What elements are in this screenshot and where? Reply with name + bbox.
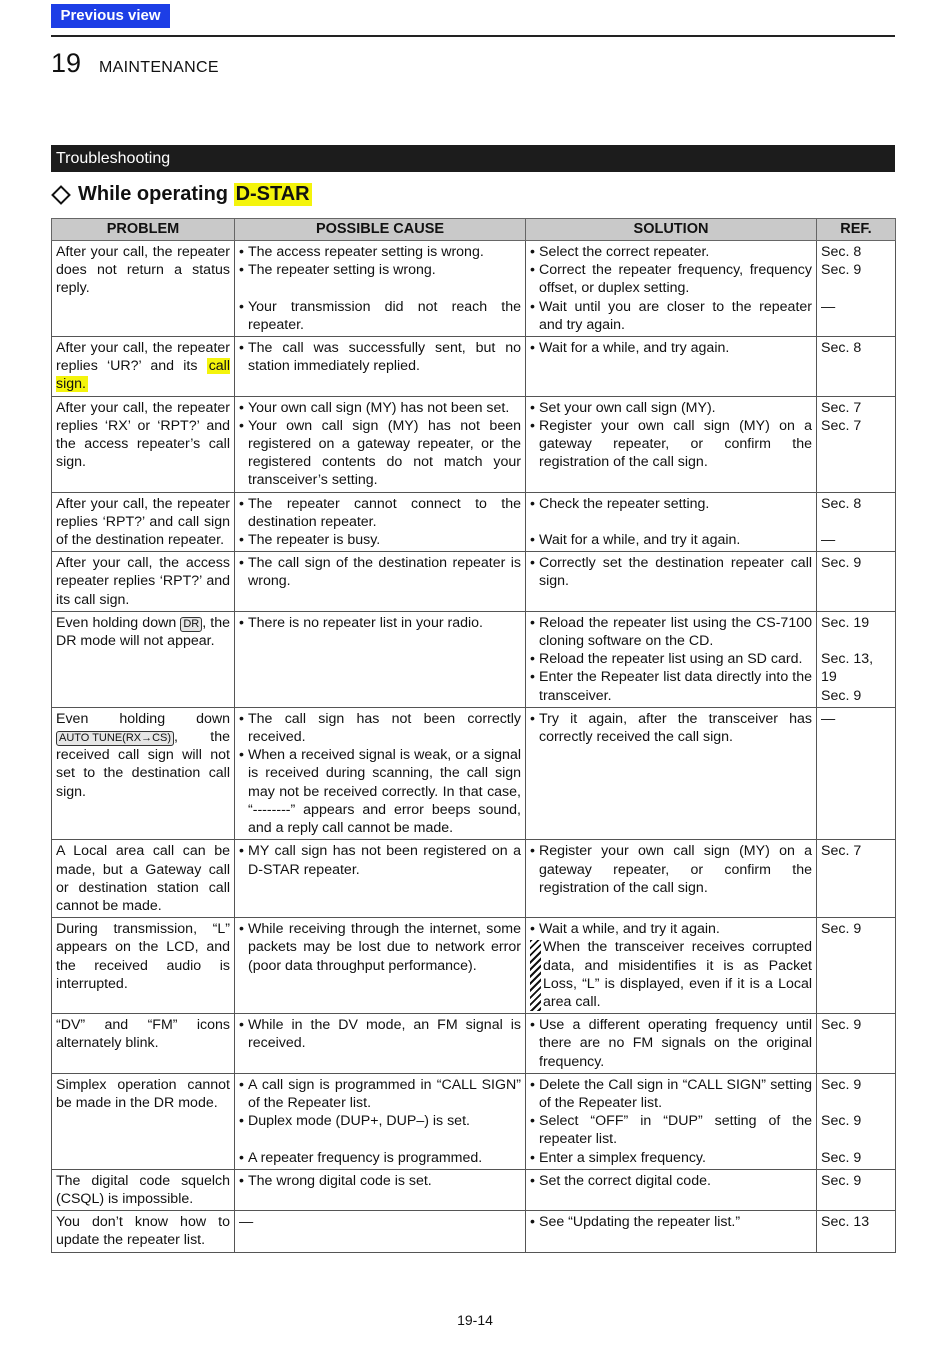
cause-cell xyxy=(235,918,526,1014)
ref-cell xyxy=(817,552,896,612)
solution-item: • Wait for a while, and try it again. xyxy=(530,532,741,549)
ref-item: Sec. 9 xyxy=(821,1076,862,1093)
solution-cell xyxy=(526,552,817,612)
table-row xyxy=(52,1211,896,1252)
solution-item: • Register your own call sign (MY) on a gateway repeater, or confirm the registration of the call sign. xyxy=(530,417,812,471)
solution-cell xyxy=(526,492,817,552)
cause-cell xyxy=(235,1211,526,1252)
ref-item: Sec. 19 xyxy=(821,614,870,631)
ref-cell xyxy=(817,1211,896,1252)
subsection-highlight: D-STAR xyxy=(235,183,310,205)
page-number: 19-14 xyxy=(457,1312,493,1328)
ref-item: Sec. 9 xyxy=(821,555,862,572)
cause-cell xyxy=(235,707,526,839)
cause-item: • When a received signal is weak, or a signal is received during scanning, the call sign may not be received correctly. In that case, “--------” appears and error beeps sound, and a reply call cannot be made. xyxy=(239,747,521,837)
problem-text: After your call, the repeater does not return a status reply. xyxy=(56,244,230,297)
problem-text: , the received call sign will not set to the destination call sign. xyxy=(56,729,230,800)
problem-cell xyxy=(52,707,235,839)
ref-item: — xyxy=(821,298,836,315)
cause-dash: — xyxy=(239,1214,254,1231)
ref-cell xyxy=(817,840,896,918)
solution-cell xyxy=(526,1169,817,1210)
table-row xyxy=(52,840,896,918)
cause-item: • The access repeater setting is wrong. xyxy=(239,244,484,260)
problem-cell xyxy=(52,241,235,337)
table-row xyxy=(52,918,896,1014)
ref-item: Sec. 8 xyxy=(821,244,862,260)
ref-cell xyxy=(817,241,896,337)
problem-cell xyxy=(52,840,235,918)
table-row xyxy=(52,1169,896,1210)
cause-item: • The repeater is busy. xyxy=(239,532,381,549)
cause-cell xyxy=(235,840,526,918)
problem-cell xyxy=(52,918,235,1014)
solution-cell xyxy=(526,918,817,1014)
dr-key-icon: DR xyxy=(180,617,202,632)
cause-item: • The repeater setting is wrong. xyxy=(239,262,436,279)
solution-item: • Reload the repeater list using an SD card. xyxy=(530,651,803,668)
problem-cell xyxy=(52,396,235,492)
cause-item: • The call sign has not been correctly received. xyxy=(239,710,521,746)
problem-cell xyxy=(52,1073,235,1169)
ref-item: Sec. 9 xyxy=(821,1172,862,1189)
solution-item: • Try it again, after the transceiver has correctly received the call sign. xyxy=(530,710,812,746)
cause-cell xyxy=(235,1073,526,1169)
problem-text: During transmission, “L” appears on the LCD, and the received audio is interrupted. xyxy=(56,921,230,992)
subsection-heading xyxy=(51,183,312,206)
problem-text: The digital code squelch (CSQL) is impossible. xyxy=(56,1172,230,1207)
table-row xyxy=(52,1073,896,1169)
ref-cell xyxy=(817,337,896,397)
chapter-number: 19 xyxy=(51,48,82,78)
table-row xyxy=(52,396,896,492)
ref-item: Sec. 9 xyxy=(821,1113,862,1130)
cause-item: • A repeater frequency is programmed. xyxy=(239,1149,483,1166)
table-row xyxy=(52,611,896,707)
solution-note xyxy=(530,938,812,1011)
top-rule xyxy=(51,35,895,37)
problem-text: Simplex operation cannot be made in the DR mode. xyxy=(56,1076,230,1111)
solution-item: • Correct the repeater frequency, frequency offset, or duplex setting. xyxy=(530,262,812,297)
cause-item: • There is no repeater list in your radio. xyxy=(239,614,483,631)
problem-cell xyxy=(52,337,235,397)
ref-cell xyxy=(817,918,896,1014)
problem-cell xyxy=(52,1014,235,1074)
cause-cell xyxy=(235,1014,526,1074)
problem-text: After your call, the access repeater replies ‘RPT?’ and its call sign. xyxy=(56,555,230,608)
note-hatch-icon xyxy=(530,940,541,1011)
ref-item: Sec. 7 xyxy=(821,843,862,860)
ref-item: Sec. 8 xyxy=(821,340,862,357)
problem-cell xyxy=(52,492,235,552)
solution-item: • Wait a while, and try it again. xyxy=(530,921,720,938)
ref-cell xyxy=(817,1073,896,1169)
solution-item: • Set your own call sign (MY). xyxy=(530,399,716,416)
solution-cell xyxy=(526,707,817,839)
solution-item: • Enter the Repeater list data directly into the transceiver. xyxy=(530,669,812,704)
cause-item: • A call sign is programmed in “CALL SIGN” of the Repeater list. xyxy=(239,1076,521,1111)
cause-item: • The repeater cannot connect to the destination repeater. xyxy=(239,495,521,530)
solution-item: • See “Updating the repeater list.” xyxy=(530,1214,741,1231)
ref-item: — xyxy=(821,710,836,727)
solution-item: • Set the correct digital code. xyxy=(530,1172,711,1189)
table-row xyxy=(52,552,896,612)
ref-item: Sec. 9 xyxy=(821,1017,862,1034)
solution-cell xyxy=(526,396,817,492)
solution-item: • Use a different operating frequency until there are no FM signals on the original frequency. xyxy=(530,1017,812,1070)
solution-item: • Correctly set the destination repeater call sign. xyxy=(530,555,812,590)
ref-cell xyxy=(817,1169,896,1210)
problem-text: After your call, the repeater replies ‘UR?’ and its xyxy=(56,340,230,375)
solution-item: • Delete the Call sign in “CALL SIGN” setting of the Repeater list. xyxy=(530,1076,812,1111)
solution-cell xyxy=(526,611,817,707)
table-row xyxy=(52,1014,896,1074)
cause-item: • MY call sign has not been registered on a D-STAR repeater. xyxy=(239,843,521,878)
cause-cell xyxy=(235,492,526,552)
cause-cell xyxy=(235,552,526,612)
ref-item: Sec. 13 xyxy=(821,1214,870,1231)
problem-cell xyxy=(52,552,235,612)
problem-text: “DV” and “FM” icons alternately blink. xyxy=(56,1017,230,1052)
auto-tune-key-icon: AUTO TUNE(RX→CS) xyxy=(56,731,174,746)
cause-cell xyxy=(235,337,526,397)
table-row xyxy=(52,707,896,839)
ref-item: Sec. 7 xyxy=(821,399,862,416)
ref-item: Sec. 9 xyxy=(821,262,862,279)
highlighted-text: call sign. xyxy=(56,358,230,393)
troubleshooting-table xyxy=(51,218,896,1253)
problem-text: After your call, the repeater replies ‘RPT?’ and call sign of the destination repeater. xyxy=(56,495,230,549)
problem-cell xyxy=(52,1211,235,1252)
subsection-prefix: While operating xyxy=(78,183,228,205)
table-row xyxy=(52,241,896,337)
problem-text: A Local area call can be made, but a Gateway call or destination station call cannot be made. xyxy=(56,843,230,914)
cause-item: • Duplex mode (DUP+, DUP–) is set. xyxy=(239,1113,470,1130)
ref-cell xyxy=(817,1014,896,1074)
solution-item: • Check the repeater setting. xyxy=(530,495,710,512)
note-text: When the transceiver receives corrupted data, and misidentifies it is as Packet Loss, “L” is displayed, even if it is a Local area call. xyxy=(543,939,812,1010)
header-problem: PROBLEM xyxy=(52,219,235,241)
ref-item: Sec. 7 xyxy=(821,417,862,434)
solution-item: • Enter a simplex frequency. xyxy=(530,1149,706,1166)
solution-cell xyxy=(526,840,817,918)
cause-cell xyxy=(235,1169,526,1210)
cause-item: • While in the DV mode, an FM signal is received. xyxy=(239,1017,521,1052)
chapter-title: MAINTENANCE xyxy=(99,59,219,76)
table-row xyxy=(52,337,896,397)
cause-item: • The wrong digital code is set. xyxy=(239,1172,432,1189)
page-header xyxy=(51,48,219,79)
solution-cell xyxy=(526,1211,817,1252)
cause-item: • Your transmission did not reach the repeater. xyxy=(239,298,521,333)
cause-item: • The call was successfully sent, but no station immediately replied. xyxy=(239,340,521,375)
solution-item: • Select the correct repeater. xyxy=(530,244,710,260)
problem-text: Even holding down xyxy=(56,710,230,727)
cause-item: • Your own call sign (MY) has not been set. xyxy=(239,399,510,416)
section-title-bar: Troubleshooting xyxy=(51,145,895,172)
ref-item: — xyxy=(821,532,836,549)
header-solution: SOLUTION xyxy=(526,219,817,241)
solution-cell xyxy=(526,241,817,337)
cause-cell xyxy=(235,241,526,337)
ref-cell xyxy=(817,707,896,839)
solution-item: • Register your own call sign (MY) on a gateway repeater, or confirm the registration of the call sign. xyxy=(530,843,812,896)
problem-text: Even holding down xyxy=(56,614,177,631)
table-row xyxy=(52,492,896,552)
diamond-icon xyxy=(51,185,71,205)
ref-item: Sec. 13, 19 xyxy=(821,651,874,686)
problem-cell xyxy=(52,1169,235,1210)
ref-item: Sec. 9 xyxy=(821,1149,862,1166)
ref-cell xyxy=(817,492,896,552)
ref-item: Sec. 9 xyxy=(821,687,862,704)
problem-text: You don’t know how to update the repeater list. xyxy=(56,1214,230,1249)
ref-cell xyxy=(817,396,896,492)
solution-cell xyxy=(526,337,817,397)
solution-item: • Select “OFF” in “DUP” setting of the repeater list. xyxy=(530,1113,812,1148)
ref-cell xyxy=(817,611,896,707)
header-cause: POSSIBLE CAUSE xyxy=(235,219,526,241)
solution-cell xyxy=(526,1073,817,1169)
cause-cell xyxy=(235,611,526,707)
cause-item: • Your own call sign (MY) has not been registered on a gateway repeater, or the registered contents do not match your transceiver’s setting. xyxy=(239,417,521,489)
problem-text: , the DR mode will not appear. xyxy=(56,614,230,650)
cause-cell xyxy=(235,396,526,492)
ref-item: Sec. 9 xyxy=(821,921,862,938)
solution-item: • Reload the repeater list using the CS-7100 cloning software on the CD. xyxy=(530,614,812,650)
header-ref: REF. xyxy=(817,219,896,241)
ref-item: Sec. 8 xyxy=(821,495,862,512)
cause-item: • While receiving through the internet, some packets may be lost due to network error (poor data throughput performance). xyxy=(239,921,521,974)
problem-text: After your call, the repeater replies ‘RX’ or ‘RPT?’ and the access repeater’s call sign. xyxy=(56,399,230,471)
solution-item: • Wait until you are closer to the repeater and try again. xyxy=(530,298,812,333)
problem-cell xyxy=(52,611,235,707)
solution-cell xyxy=(526,1014,817,1074)
table-header-row xyxy=(52,219,896,241)
previous-view-button[interactable]: Previous view xyxy=(51,4,170,28)
solution-item: • Wait for a while, and try again. xyxy=(530,340,730,357)
cause-item: • The call sign of the destination repeater is wrong. xyxy=(239,555,521,590)
